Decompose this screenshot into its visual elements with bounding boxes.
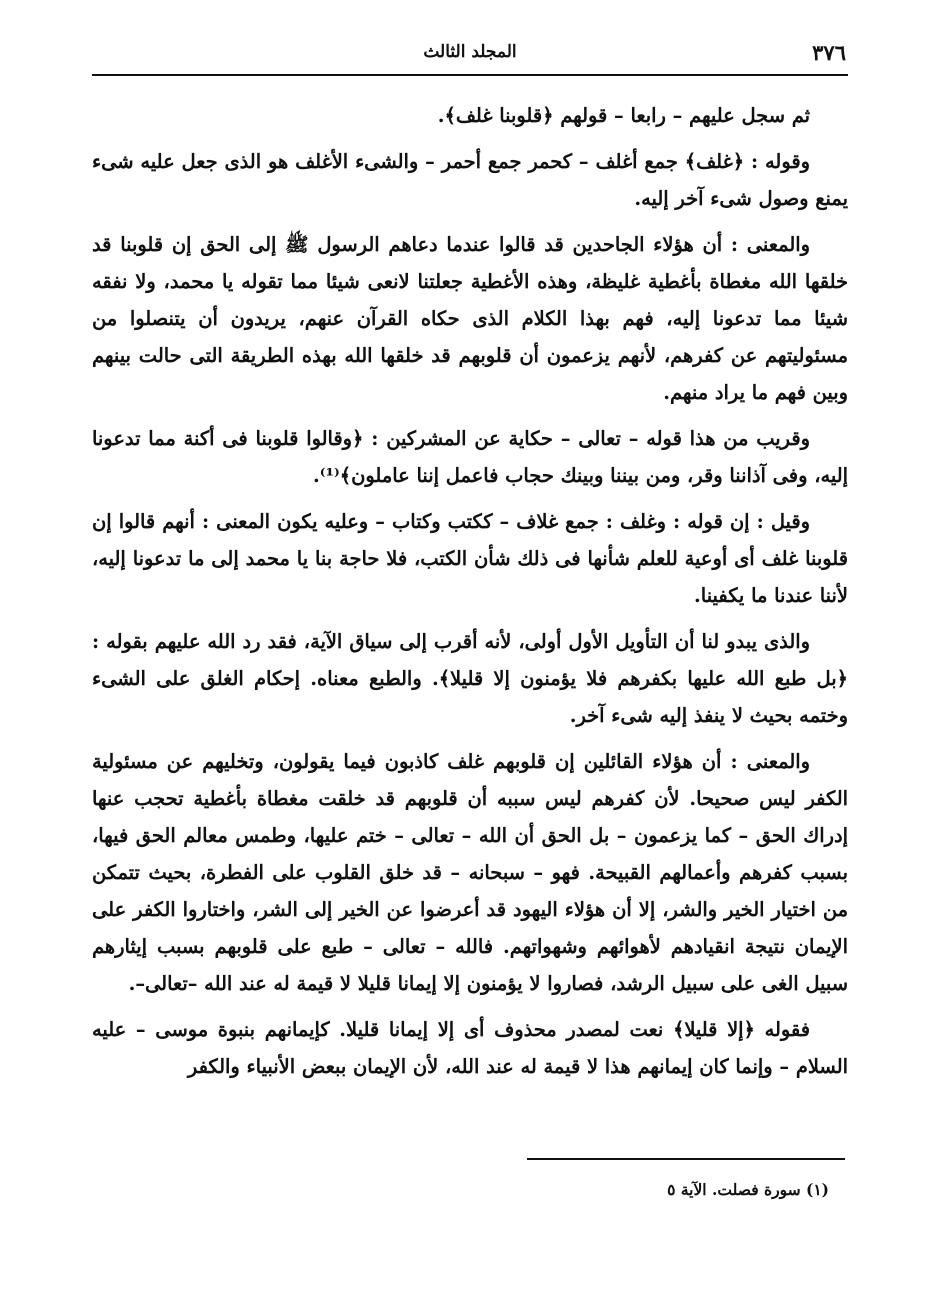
footnote: (١) سورة فصلت. الآية ٥ xyxy=(667,1180,829,1199)
paragraph: وقريب من هذا قوله – تعالى – حكاية عن المشركين : ﴿وقالوا قلوبنا فى أكنة مما تدعونا إليه، وفى آذاننا وقر، ومن بيننا وبينك حجاب فاعمل إننا عاملون﴾⁽¹⁾. xyxy=(92,427,848,487)
paragraph: وقوله : ﴿غلف﴾ جمع أغلف – كحمر جمع أحمر – والشىء الأغلف هو الذى جعل عليه شىء يمنع وصول شىء آخر إليه. xyxy=(92,150,848,210)
paragraph: ثم سجل عليهم – رابعا – قولهم ﴿قلوبنا غلف﴾. xyxy=(437,104,810,127)
running-title: المجلد الثالث xyxy=(423,42,517,62)
page-number: ٣٧٦ xyxy=(812,40,846,65)
footnote-divider xyxy=(527,1158,845,1160)
paragraph: والمعنى : أن هؤلاء الجاحدين قد قالوا عندما دعاهم الرسول ﷺ إلى الحق إن قلوبنا قد خلقها الله مغطاة بأغطية غليظة، وهذه الأغطية جعلتنا لانعى شيئا مما تقوله يا محمد، ولا نفقه شيئا مما تدعونا إليه، فهم بهذا الكلام الذى حكاه القرآن عنهم، يريدون أن يتنصلوا من مسئوليتهم عن كفرهم، لأنهم يزعمون أن قلوبهم قد خلقها الله بهذه الطريقة التى حالت بينهم وبين فهم ما يراد منهم. xyxy=(92,233,848,404)
paragraph: والذى يبدو لنا أن التأويل الأول أولى، لأنه أقرب إلى سياق الآية، فقد رد الله عليهم بقوله : ﴿بل طبع الله عليها بكفرهم فلا يؤمنون إلا قليلا﴾. والطبع معناه. إحكام الغلق على الشىء وختمه بحيث لا ينفذ إليه شىء آخر. xyxy=(92,630,848,727)
body-text xyxy=(92,97,848,1094)
paragraph: فقوله ﴿إلا قليلا﴾ نعت لمصدر محذوف أى إلا إيمانا قليلا. كإيمانهم بنبوة موسى – عليه السلام – وإنما كان إيمانهم هذا لا قيمة له عند الله، لأن الإيمان ببعض الأنبياء والكفر xyxy=(92,1018,848,1078)
paragraph: وقيل : إن قوله : وغلف : جمع غلاف – ككتب وكتاب – وعليه يكون المعنى : أنهم قالوا إن قلوبنا غلف أى أوعية للعلم شأنها فى ذلك شأن الكتب، فلا حاجة بنا يا محمد إلى ما تدعونا إليه، لأننا عندنا ما يكفينا. xyxy=(92,510,848,607)
paragraph: والمعنى : أن هؤلاء القائلين إن قلوبهم غلف كاذبون فيما يقولون، وتخليهم عن مسئولية الكفر ليس صحيحا. لأن كفرهم ليس سببه أن قلوبهم قد خلقت مغطاة بأغطية تحجب عنها إدراك الحق – كما يزعمون – بل الحق أن الله – تعالى – ختم عليها، وطمس معالم الحق فيها، بسبب كفرهم وأعمالهم القبيحة. فهو – سبحانه – قد خلق القلوب على الفطرة، بحيث تتمكن من اختيار الخير والشر، إلا أن هؤلاء اليهود قد أعرضوا عن الخير إلى الشر، واختاروا الكفر على الإيمان نتيجة انقيادهم لأهوائهم وشهواتهم. فالله – تعالى – طبع على قلوبهم بسبب إيثارهم سبيل الغى على سبيل الرشد، فصاروا لا يؤمنون إلا إيمانا قليلا لا قيمة له عند الله –تعالى–. xyxy=(92,750,848,995)
page-header xyxy=(92,38,848,76)
